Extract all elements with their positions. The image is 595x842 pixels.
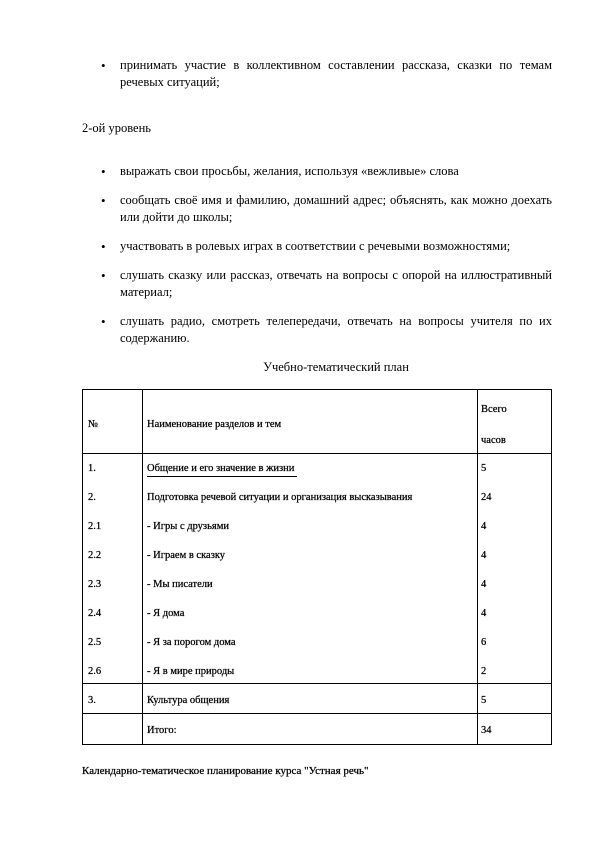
table-row-name: - Играем в сказку bbox=[147, 550, 226, 561]
table-row-name: - Мы писатели bbox=[147, 579, 213, 590]
table-divider bbox=[477, 390, 478, 744]
header-num: № bbox=[88, 419, 99, 430]
table-row-name: - Игры с друзьями bbox=[147, 521, 229, 532]
bullet-item-participation: • принимать участие в коллективном составлении рассказа, сказки по темам речевых ситуаций; bbox=[120, 57, 552, 91]
table-row-num: 2.3 bbox=[88, 579, 102, 590]
table-row-name: - Я за порогом дома bbox=[147, 637, 236, 648]
table-row-hours: 2 bbox=[481, 666, 487, 677]
table-row-num: 3. bbox=[88, 695, 96, 706]
table-row-hours: 4 bbox=[481, 579, 487, 590]
table-row-num: 2.2 bbox=[88, 550, 102, 561]
header-hours-line2: часов bbox=[481, 435, 506, 446]
table-row-name: Культура общения bbox=[147, 695, 230, 706]
table-row-hours: 4 bbox=[481, 608, 487, 619]
table-row-name: Общение и его значение в жизни bbox=[147, 463, 295, 474]
row-underline bbox=[147, 476, 297, 477]
total-label: Итого: bbox=[147, 725, 177, 736]
header-hours-line1: Всего bbox=[481, 404, 507, 415]
bullet-item-requests: • выражать свои просьбы, желания, используя «вежливые» слова bbox=[120, 163, 552, 180]
table-row-num: 2.4 bbox=[88, 608, 102, 619]
table-row-hours: 4 bbox=[481, 550, 487, 561]
header-name: Наименование разделов и тем bbox=[147, 419, 282, 430]
table-divider bbox=[83, 453, 551, 454]
table-row-num: 2. bbox=[88, 492, 96, 503]
bullet-item-radio-tv: • слушать радио, смотреть телепередачи, отвечать на вопросы учителя по их содержанию. bbox=[120, 313, 552, 347]
table-row-hours: 24 bbox=[481, 492, 492, 503]
table-row-num: 2.1 bbox=[88, 521, 102, 532]
calendar-title: Календарно-тематическое планирование курса "Устная речь" bbox=[82, 765, 369, 777]
table-row-num: 1. bbox=[88, 463, 96, 474]
table-row-num: 2.5 bbox=[88, 637, 102, 648]
curriculum-table bbox=[82, 389, 552, 745]
table-row-name: Подготовка речевой ситуации и организация высказывания bbox=[147, 492, 413, 503]
table-row-name: - Я дома bbox=[147, 608, 185, 619]
table-row-hours: 5 bbox=[481, 463, 487, 474]
table-divider bbox=[83, 713, 551, 714]
plan-title: Учебно-тематический план bbox=[263, 360, 409, 374]
bullet-item-name-address: • сообщать своё имя и фамилию, домашний адрес; объяснять, как можно доехать или дойти до школы; bbox=[120, 192, 552, 226]
table-row-num: 2.6 bbox=[88, 666, 102, 677]
table-divider bbox=[142, 390, 143, 744]
table-row-hours: 6 bbox=[481, 637, 487, 648]
table-divider bbox=[83, 683, 551, 684]
level-heading: 2-ой уровень bbox=[82, 121, 151, 135]
table-row-hours: 5 bbox=[481, 695, 487, 706]
bullet-item-role-games: • участвовать в ролевых играх в соответствии с речевыми возможностями; bbox=[120, 238, 552, 255]
table-row-name: - Я в мире природы bbox=[147, 666, 235, 677]
bullet-item-fairy-tale: • слушать сказку или рассказ, отвечать на вопросы с опорой на иллюстративный материал; bbox=[120, 267, 552, 301]
table-row-hours: 4 bbox=[481, 521, 487, 532]
total-hours: 34 bbox=[481, 725, 492, 736]
